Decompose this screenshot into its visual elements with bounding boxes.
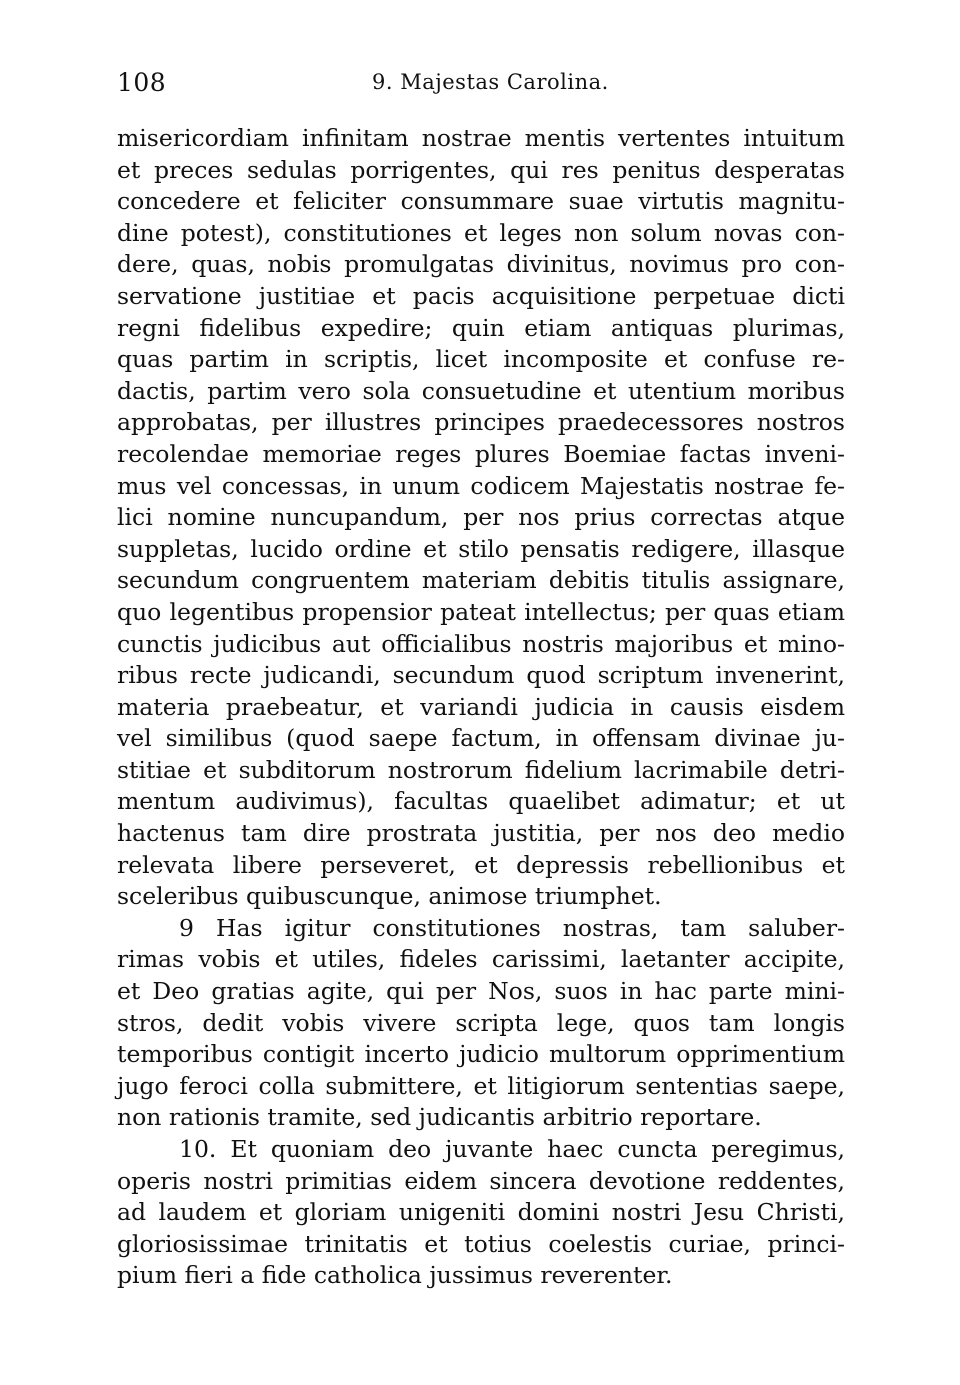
paragraph [117, 913, 845, 1134]
text-line: 9 Has igitur constitutiones nostras, tam saluber- [179, 913, 845, 942]
text-line: dere, quas, nobis promulgatas divinitus, novimus pro con- [117, 250, 845, 279]
page-number: 108 [117, 68, 167, 97]
text-line: regni fidelibus expedire; quin etiam antiquas plurimas, [117, 313, 845, 342]
text-line: relevata libere perseveret, et depressis rebellionibus et [117, 850, 845, 879]
text-line: quas partim in scriptis, licet incomposite et confuse re- [117, 345, 845, 374]
text-line: dine potest), constitutiones et leges non solum novas con- [117, 218, 845, 247]
text-line: misericordiam infinitam nostrae mentis vertentes intuitum [117, 124, 845, 152]
text-line: lici nomine nuncupandum, per nos prius correctas atque [117, 503, 845, 532]
text-line: gloriosissimae trinitatis et totius coelestis curiae, princi- [117, 1229, 845, 1258]
text-line: rimas vobis et utiles, fideles carissimi, laetanter accipite, [117, 945, 845, 974]
text-line: quo legentibus propensior pateat intellectus; per quas etiam [117, 597, 845, 626]
text-line: mentum audivimus), facultas quaelibet adimatur; et ut [117, 787, 845, 816]
text-line: vel similibus (quod saepe factum, in offensam divinae ju- [117, 724, 845, 753]
text-line: servatione justitiae et pacis acquisitione perpetuae dicti [117, 281, 845, 310]
text-line: 10. Et quoniam deo juvante haec cuncta peregimus, [179, 1135, 845, 1163]
text-line: hactenus tam dire prostrata justitia, per nos deo medio [117, 819, 845, 848]
text-line: secundum congruentem materiam debitis titulis assignare, [117, 566, 845, 595]
text-line: jugo feroci colla submittere, et litigiorum sententias saepe, [117, 1071, 845, 1100]
paragraph [117, 123, 845, 913]
text-line: pium fieri a fide catholica jussimus reverenter. [117, 1261, 673, 1290]
text-line: non rationis tramite, sed judicantis arbitrio reportare. [117, 1103, 762, 1132]
text-line: suppletas, lucido ordine et stilo pensatis redigere, illasque [117, 534, 845, 563]
paragraph [117, 1134, 845, 1292]
page-header [117, 68, 845, 102]
text-line: et Deo gratias agite, qui per Nos, suos in hac parte mini- [117, 977, 845, 1006]
text-line: ad laudem et gloriam unigeniti domini nostri Jesu Christi, [117, 1198, 845, 1227]
text-line: et preces sedulas porrigentes, qui res penitus desperatas [117, 155, 845, 184]
text-line: stros, dedit vobis vivere scripta lege, quos tam longis [117, 1008, 845, 1037]
text-line: operis nostri primitias eidem sincera devotione reddentes, [117, 1166, 845, 1195]
text-line: concedere et feliciter consummare suae virtutis magnitu- [117, 187, 845, 216]
body-text [117, 123, 845, 1292]
running-head: 9. Majestas Carolina. [372, 70, 609, 94]
text-line: sceleribus quibuscunque, animose triumphet. [117, 882, 662, 911]
text-line: recolendae memoriae reges plures Boemiae factas inveni- [117, 439, 845, 468]
text-line: stitiae et subditorum nostrorum fidelium lacrimabile detri- [117, 755, 845, 784]
text-line: cunctis judicibus aut officialibus nostris majoribus et mino- [117, 629, 845, 658]
text-line: materia praebeatur, et variandi judicia in causis eisdem [117, 692, 845, 721]
text-line: ribus recte judicandi, secundum quod scriptum invenerint, [117, 661, 845, 690]
text-line: dactis, partim vero sola consuetudine et utentium moribus [117, 376, 845, 405]
text-line: mus vel concessas, in unum codicem Majestatis nostrae fe- [117, 471, 845, 500]
text-line: approbatas, per illustres principes praedecessores nostros [117, 408, 845, 437]
text-line: temporibus contigit incerto judicio multorum opprimentium [117, 1040, 845, 1069]
